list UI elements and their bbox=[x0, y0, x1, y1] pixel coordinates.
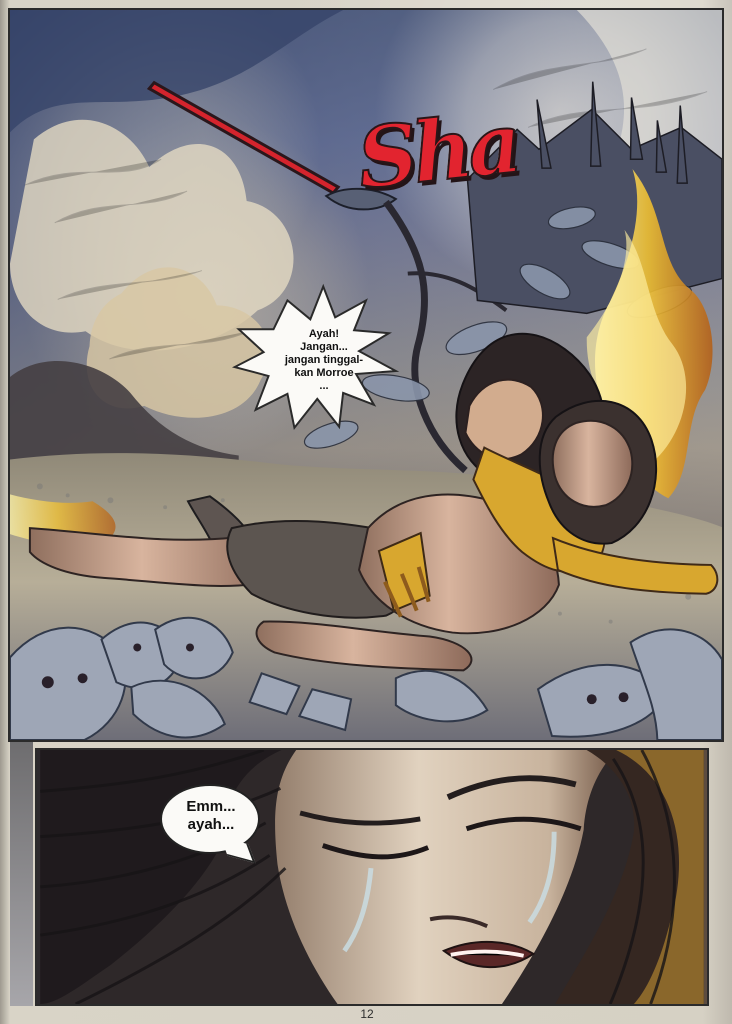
page-number: 12 bbox=[360, 1007, 374, 1021]
burst-speech-line: Jangan... bbox=[300, 340, 348, 353]
left-margin-strip bbox=[10, 742, 33, 1006]
close-up-panel bbox=[35, 748, 709, 1006]
sha-sound-effect: Sha bbox=[352, 93, 522, 208]
burst-speech-line: ... bbox=[319, 379, 329, 392]
burst-speech-line: jangan tinggal- bbox=[284, 353, 364, 366]
burst-speech-line: Ayah! bbox=[308, 328, 340, 340]
close-up-speech-line: Emm... bbox=[186, 798, 236, 815]
burst-speech-text bbox=[272, 328, 376, 393]
close-up-speech-line: ayah... bbox=[187, 815, 235, 833]
battlefield-panel bbox=[8, 8, 724, 742]
close-up-speech-text bbox=[177, 798, 245, 833]
crying-close-up-illustration bbox=[37, 750, 707, 1004]
burst-speech-line: kan Morroe bbox=[294, 366, 354, 379]
